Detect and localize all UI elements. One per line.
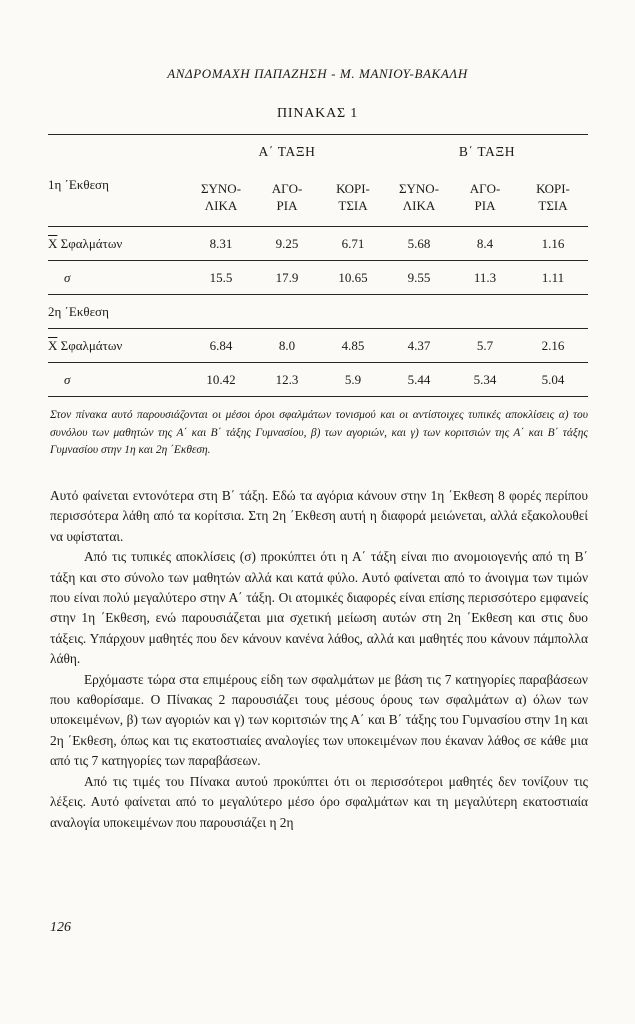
table-cell: 8.0 [254,329,320,363]
table-title: ΠΙΝΑΚΑΣ 1 [276,106,359,121]
row-label-mean-errors: $\overline{X}$ Σφαλμάτων [48,329,188,363]
paragraph: Ερχόμαστε τώρα στα επιμέρους είδη των σφαλμάτων με βάση τις 7 κατηγορίες παραβάσεων που καθορίσαμε. Ο Πίνακας 2 παρουσιάζει τους μέσους όρους των σφαλμάτων α) όλων των υποκειμένων, β) των αγοριών και γ) των κοριτσιών της Α΄ και Β΄ τάξης του Γυμνασίου στην 1η και 2η ΄Εκθεση, όπως και τις εκατοστιαίες αναλογίες των υποκειμένων που έκαναν λάθος σε κάθε μια από τις 7 κατηγορίες των παραβάσεων. [50,671,588,769]
table-cell: 5.7 [452,329,518,363]
table-cell: 5.34 [452,363,518,397]
table-cell: 15.5 [188,261,254,295]
group-header-class-b: Β΄ ΤΑΞΗ [386,135,588,169]
table-row [48,363,588,397]
table-cell: 4.37 [386,329,452,363]
column-header: ΚΟΡΙ- ΤΣΙΑ [518,169,588,227]
table-row [48,261,588,295]
table-cell: 6.84 [188,329,254,363]
row-label-std-dev: σ [48,261,188,295]
column-header: ΣΥΝΟ- ΛΙΚΑ [386,169,452,227]
table-cell: 8.4 [452,227,518,261]
section-label-first-essay: 1η ΄Εκθεση [48,169,188,227]
table-cell: 9.55 [386,261,452,295]
table-cell: 17.9 [254,261,320,295]
running-head: ΑΝΔΡΟΜΑΧΗ ΠΑΠΑΖΗΣΗ - Μ. ΜΑΝΙΟΥ-ΒΑΚΑΛΗ [167,66,468,81]
table-row [48,295,588,329]
table-row [48,227,588,261]
row-label-std-dev: σ [48,363,188,397]
table-cell: 5.04 [518,363,588,397]
table-cell: 8.31 [188,227,254,261]
table-cell: 11.3 [452,261,518,295]
table-cell: 5.44 [386,363,452,397]
body-text [50,486,588,833]
table-cell: 10.65 [320,261,386,295]
results-table [48,134,588,397]
table-cell: 5.9 [320,363,386,397]
group-header-class-a: Α΄ ΤΑΞΗ [188,135,386,169]
table-cell: 1.16 [518,227,588,261]
table-caption: Στον πίνακα αυτό παρουσιάζονται οι μέσοι όροι σφαλμάτων τονισμού και οι αντίστοιχες τυπικές αποκλίσεις α) του συνόλου των μαθητών της Α΄ και Β΄ τάξης Γυμνασίου, β) των αγοριών, και γ) των κοριτσιών της Α΄ και Β΄ τάξης Γυμνασίου στην 1η και 2η ΄Εκθεση. [50,409,588,456]
column-header: ΑΓΟ- ΡΙΑ [452,169,518,227]
table-cell: 1.11 [518,261,588,295]
section-label-second-essay: 2η ΄Εκθεση [48,295,188,329]
paragraph: Αυτό φαίνεται εντονότερα στη Β΄ τάξη. Εδώ τα αγόρια κάνουν στην 1η ΄Εκθεση 8 φορές περίπου περισσότερα λάθη από τα κορίτσια. Στη 2η ΄Εκθεση αυτή η διαφορά μειώνεται, αλλά εξακολουθεί να υφίσταται. [50,488,588,544]
table-row [48,329,588,363]
paragraph: Από τις τυπικές αποκλίσεις (σ) προκύπτει ότι η Α΄ τάξη είναι πιο ανομοιογενής από τη Β΄ τάξη και στο σύνολο των μαθητών αλλά και κατά φύλο. Αυτό φαίνεται από το άνοιγμα των τιμών που είναι πολύ μεγαλύτερο στην Α΄ τάξη. Οι ατομικές διαφορές είναι επίσης περισσότερο εμφανείς στην 1η ΄Εκθεση, ενώ παρουσιάζεται μια σχετική μείωση αυτών στη 2η ΄Εκθεση και στις δυο τάξεις. Υπάρχουν μαθητές που δεν κάνουν κανένα λάθος, αλλά και μαθητές που κάνουν πάμπολλα λάθη. [50,549,588,667]
table-cell: 10.42 [188,363,254,397]
paragraph: Από τις τιμές του Πίνακα αυτού προκύπτει ότι οι περισσότεροι μαθητές δεν τονίζουν τις λέξεις. Αυτό φαίνεται από το μεγαλύτερο μέσο όρο σφαλμάτων και τη μεγαλύτερη εκατοστιαία αναλογία υποκειμένων που παρουσιάζει η 2η [50,773,588,830]
column-header: ΣΥΝΟ- ΛΙΚΑ [188,169,254,227]
table-cell: 9.25 [254,227,320,261]
table-cell: 5.68 [386,227,452,261]
row-label-mean-errors: $\overline{X}$ Σφαλμάτων [48,227,188,261]
table-cell: 2.16 [518,329,588,363]
column-header: ΚΟΡΙ- ΤΣΙΑ [320,169,386,227]
table-cell: 6.71 [320,227,386,261]
table-corner-cell [48,135,188,169]
column-header: ΑΓΟ- ΡΙΑ [254,169,320,227]
table-cell: 4.85 [320,329,386,363]
table-cell: 12.3 [254,363,320,397]
page-number: 126 [50,920,71,935]
